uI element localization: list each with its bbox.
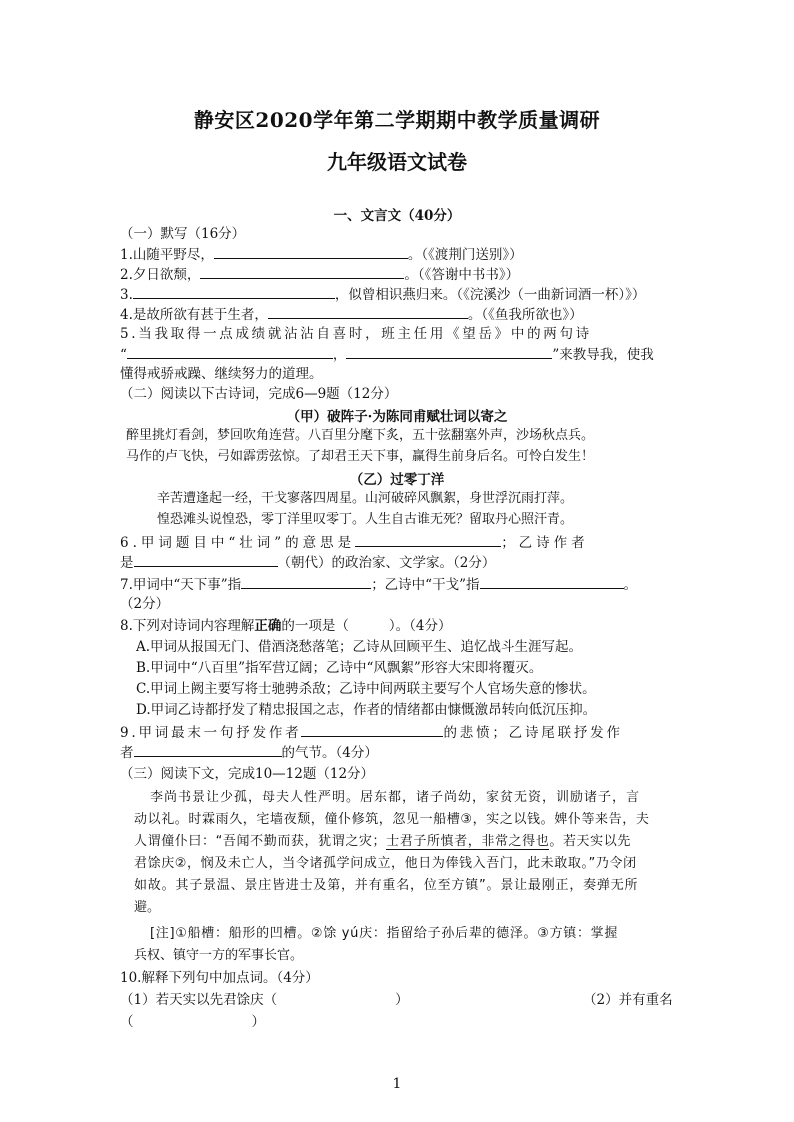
question-7-score: （2分） bbox=[120, 596, 170, 612]
question-8: 8.下列对诗词内容理解正确的一项是（ ）。（4分） bbox=[120, 618, 452, 634]
question-10: 10.解释下列句中加点词。（4分） bbox=[120, 970, 319, 986]
question-5-end: 懂得戒骄戒躁、继续努力的道理。 bbox=[120, 366, 323, 382]
answer-blank[interactable] bbox=[480, 574, 624, 589]
answer-blank[interactable] bbox=[133, 284, 335, 299]
answer-blank[interactable] bbox=[301, 722, 443, 737]
page-title: 静安区2020学年第二学期期中教学质量调研 bbox=[193, 108, 601, 132]
note-line: [注]①船槽：船形的凹槽。②馀 yú庆：指留给子孙后辈的德泽。③方镇：掌握 bbox=[150, 926, 619, 941]
prose-line: 人谓僮仆曰：“吾闻不勤而获，犹谓之灾；士君子所慎者，非常之得也。若天实以先 bbox=[134, 834, 631, 849]
question-10-item-2: （2）并有重名 bbox=[583, 992, 673, 1008]
page-subtitle: 九年级语文试卷 bbox=[327, 150, 467, 174]
answer-blank[interactable] bbox=[355, 532, 501, 547]
question-10-item-2-answer: （ ） bbox=[120, 1014, 265, 1030]
option-a[interactable]: A.甲词从报国无门、借酒浇愁落笔；乙诗从回顾平生、追忆战斗生涯写起。 bbox=[136, 639, 583, 655]
question-7: 7.甲词中“天下事”指 ；乙诗中“干戈”指 。 bbox=[120, 574, 637, 595]
poem-title: （乙）过零丁洋 bbox=[349, 472, 445, 488]
question-3: 3. ，似曾相识燕归来。（《浣溪沙（一曲新词酒一杯）》） bbox=[120, 284, 645, 305]
underlined-sentence: 士君子所慎者，非常之得也 bbox=[386, 834, 550, 849]
poem-line: 辛苦遭逢起一经，干戈寥落四周星。山河破碎风飘絮，身世浮沉雨打萍。 bbox=[157, 491, 574, 506]
page-number: 1 bbox=[392, 1076, 402, 1092]
question-4: 4.是故所欲有甚于生者， 。（《鱼我所欲也》） bbox=[120, 304, 583, 325]
question-5: 5.当我取得一点成绩就沾沾自喜时，班主任用《望岳》中的两句诗 bbox=[120, 326, 592, 342]
question-2: 2.夕日欲颓， 。（《答谢中书书》） bbox=[120, 264, 519, 285]
question-5-blanks: “ ， ”来教导我，使我 bbox=[120, 344, 654, 365]
question-9: 9.甲词最末一句抒发作者 的悲愤；乙诗尾联抒发作 bbox=[120, 722, 623, 743]
answer-blank[interactable] bbox=[268, 304, 468, 319]
question-6: 6.甲词题目中“壮词”的意思是 ；乙诗作者 bbox=[120, 532, 589, 553]
prose-line: 李尚书景让少孤，母夫人性严明。居东都，诸子尚幼，家贫无资，训励诸子，言 bbox=[150, 790, 641, 805]
part-heading: （二）阅读以下古诗词，完成6—9题（12分） bbox=[120, 386, 398, 402]
answer-blank[interactable] bbox=[241, 574, 371, 589]
question-1: 1.山随平野尽， 。（《渡荆门送别》） bbox=[120, 244, 523, 265]
prose-line: 君馀庆②，悯及未亡人，当令诸孤学问成立，他日为俸钱入吾门，此未敢取。”乃令闭 bbox=[134, 856, 637, 871]
option-d[interactable]: D.甲词乙诗都抒发了精忠报国之志，作者的情绪都由慷慨激昂转向低沉压抑。 bbox=[136, 702, 597, 718]
poem-line: 醉里挑灯看剑，梦回吹角连营。八百里分麾下炙，五十弦翻塞外声，沙场秋点兵。 bbox=[126, 428, 595, 443]
poem-line: 惶恐滩头说惶恐，零丁洋里叹零丁。人生自古谁无死？留取丹心照汗青。 bbox=[157, 512, 574, 527]
answer-blank[interactable] bbox=[214, 244, 408, 259]
part-heading: （三）阅读下文，完成10—12题（12分） bbox=[120, 766, 375, 782]
prose-line: 如故。其子景温、景庄皆进士及第，并有重名，位至方镇”。景让最刚正，奏弹无所 bbox=[134, 878, 639, 893]
question-10-item-1: （1）若天实以先君馀庆（ ） bbox=[120, 992, 409, 1008]
answer-blank[interactable] bbox=[200, 264, 404, 279]
answer-blank[interactable] bbox=[127, 344, 333, 359]
note-line: 兵权、镇守一方的军事长官。 bbox=[134, 948, 304, 963]
question-6-cont: 是 （朝代）的政治家、文学家。（2分） bbox=[120, 552, 495, 573]
prose-line: 动以礼。时霖雨久，宅墙夜颓，僮仆修筑，忽见一船槽③，实之以钱。婢仆等来告，夫 bbox=[134, 812, 650, 827]
prose-line: 避。 bbox=[134, 900, 161, 915]
poem-title: （甲）破阵子·为陈同甫赋壮词以寄之 bbox=[286, 409, 508, 425]
answer-blank[interactable] bbox=[134, 742, 282, 757]
answer-blank[interactable] bbox=[346, 344, 552, 359]
part-heading: （一）默写（16分） bbox=[120, 226, 246, 242]
answer-blank[interactable] bbox=[134, 552, 278, 567]
poem-line: 马作的卢飞快，弓如霹雳弦惊。了却君王天下事，赢得生前身后名。可怜白发生！ bbox=[126, 449, 595, 464]
option-b[interactable]: B.甲词中“八百里”指军营辽阔；乙诗中“风飘絮”形容大宋即将覆灭。 bbox=[136, 660, 543, 676]
option-c[interactable]: C.甲词上阙主要写将士驰骋杀敌；乙诗中间两联主要写个人官场失意的惨状。 bbox=[136, 681, 596, 697]
question-9-cont: 者 的气节。（4分） bbox=[120, 742, 378, 763]
section-heading: 一、文言文（40分） bbox=[333, 208, 461, 224]
